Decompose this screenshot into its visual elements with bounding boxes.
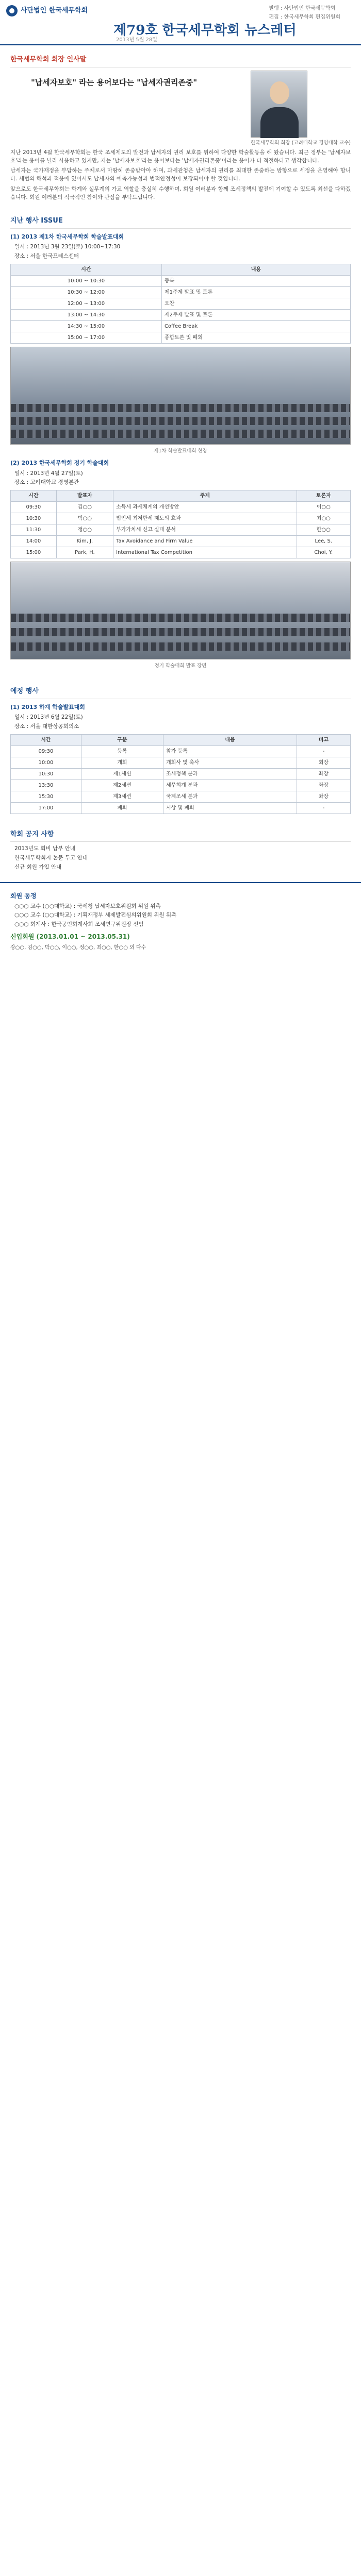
event-info-item: 일시 : 2013년 4월 27일(토) — [14, 470, 83, 477]
president-paragraph: 앞으로도 한국세무학회는 학계와 실무계의 가교 역할을 충실히 수행하며, 회원 여러분과 함께 조세정책의 발전에 기여할 수 있도록 최선을 다하겠습니다. 회원 여러분의 적극적인 참여와 관심을 부탁드립니다. — [10, 185, 351, 200]
event-info — [14, 470, 351, 487]
notice-item: 2013년도 회비 납부 안내 — [14, 845, 75, 852]
upcoming-section — [0, 677, 361, 820]
table-row: 17:00 폐회 시상 및 폐회 - — [11, 802, 351, 814]
table-row: 12:00 ~ 13:00 오찬 — [11, 298, 351, 309]
table-row: 13:30 제2세션 세무회계 분과 좌장 — [11, 779, 351, 791]
table-header: 시간 — [11, 490, 57, 502]
member-news-item: ○○○ 교수 (○○대학교) : 기획재정부 세제발전심의위원회 위원 위촉 — [14, 912, 177, 919]
table-row: 09:30 등록 참가 등록 - — [11, 745, 351, 757]
publisher: 발행 : 사단법인 한국세무학회 — [269, 6, 336, 11]
event-info-item: 장소 : 고려대학교 경영본관 — [14, 479, 79, 486]
section-title: 지난 행사 ISSUE — [10, 214, 351, 229]
table-header: 구분 — [81, 734, 163, 745]
program-table — [10, 490, 351, 558]
table-row: 09:30 김○○ 소득세 과세체계의 개선방안 이○○ — [11, 502, 351, 513]
notice-item: 신규 회원 가입 안내 — [14, 863, 62, 870]
event-title: (2) 2013 한국세무학회 정기 학술대회 — [10, 460, 109, 466]
event-photo — [10, 562, 351, 659]
event-info — [14, 714, 351, 731]
notice-item: 한국세무학회지 논문 투고 안내 — [14, 855, 88, 861]
table-header: 시간 — [11, 734, 81, 745]
member-news-list — [14, 903, 351, 929]
table-row: 11:30 정○○ 부가가치세 신고 실태 분석 한○○ — [11, 524, 351, 536]
table-row: 10:00 개회 개회사 및 축사 회장 — [11, 757, 351, 768]
event-title: (1) 2013 하계 학술발표대회 — [10, 703, 85, 710]
event-info-item: 장소 : 서울 대한상공회의소 — [14, 723, 79, 730]
new-members-list: 강○○, 김○○, 박○○, 이○○, 정○○, 최○○, 한○○ 외 다수 — [10, 944, 146, 951]
newsletter-header — [0, 0, 361, 45]
notice-list — [14, 845, 351, 871]
member-news-item: ○○○ 회계사 : 한국공인회계사회 조세연구위원장 선임 — [14, 921, 144, 927]
president-paragraph: 납세자는 국가재정을 부담하는 주체로서 마땅히 존중받아야 하며, 과세관청은 납세자의 권리를 최대한 존중하는 방향으로 세정을 운영해야 합니다. 세법의 해석과 적용에 있어서도 납세자의 예측가능성과 법적안정성이 보장되어야 할 것입니다. — [10, 167, 351, 182]
section-title: 한국세무학회 회장 인사말 — [10, 53, 351, 67]
photo-caption: 정기 학술대회 발표 장면 — [154, 663, 207, 669]
president-intro — [10, 71, 351, 147]
table-row: 15:00 Park, H. International Tax Competition Choi, Y. — [11, 547, 351, 558]
table-header: 내용 — [161, 264, 350, 275]
event-title: (1) 2013 제1차 한국세무학회 학술발표대회 — [10, 233, 124, 240]
event-schedule-table — [10, 264, 351, 344]
table-header: 시간 — [11, 264, 162, 275]
member-news-item: ○○○ 교수 (○○대학교) : 국세청 납세자보호위원회 위원 위촉 — [14, 903, 161, 909]
activities-section — [0, 207, 361, 677]
table-header: 발표자 — [56, 490, 113, 502]
table-row: 15:30 제3세션 국제조세 분과 좌장 — [11, 791, 351, 802]
table-header: 주제 — [113, 490, 297, 502]
table-row: 15:00 ~ 17:00 종합토론 및 폐회 — [11, 332, 351, 343]
president-quote: "납세자보호" 라는 용어보다는 "납세자권리존중" — [31, 77, 198, 87]
event-info-item: 장소 : 서울 한국프레스센터 — [14, 253, 79, 259]
editor: 편집 : 한국세무학회 편집위원회 — [269, 14, 340, 20]
new-members-title: 신입회원 (2013.01.01 ~ 2013.05.31) — [10, 933, 130, 940]
table-row: 14:30 ~ 15:00 Coffee Break — [11, 320, 351, 332]
table-row: 10:30 제1세션 조세정책 분과 좌장 — [11, 768, 351, 779]
header-meta — [269, 4, 341, 22]
section-title: 학회 공지 사항 — [10, 827, 351, 842]
org-logo — [6, 5, 88, 16]
table-header: 토론자 — [297, 490, 350, 502]
section-title: 회원 동정 — [10, 892, 37, 900]
newsletter-title: 한국세무학회 뉴스레터 — [162, 23, 297, 38]
issue-date: 2013년 5월 28일 — [116, 37, 157, 43]
org-name: 사단법인 한국세무학회 — [21, 7, 88, 15]
table-row: 10:30 박○○ 법인세 최저한세 제도의 효과 최○○ — [11, 513, 351, 524]
notice-section — [0, 820, 361, 877]
event-photo — [10, 347, 351, 445]
event-info-item: 일시 : 2013년 6월 22일(토) — [14, 714, 83, 721]
president-photo — [251, 71, 307, 138]
event-info-item: 일시 : 2013년 3월 23일(토) 10:00~17:30 — [14, 244, 121, 250]
issue-number: 제79호 — [113, 23, 158, 38]
member-news-section — [0, 882, 361, 958]
president-section — [0, 45, 361, 207]
table-row: 10:00 ~ 10:30 등록 — [11, 275, 351, 286]
section-title: 예정 행사 — [10, 684, 351, 699]
president-photo-caption: 한국세무학회 회장 (고려대학교 경영대학 교수) — [251, 140, 351, 146]
president-paragraph: 지난 2013년 4월 한국세무학회는 한국 조세제도의 발전과 납세자의 권리 보호를 위하여 다양한 학술활동을 해 왔습니다. 최근 정부는 '납세자보호'라는 용어를 널리 사용하고 있지만, 저는 '납세자보호'라는 용어보다는 '납세자권리존중'이라는 용어가 더 적절하다고 생각합니다. — [10, 149, 351, 164]
org-logo-icon — [6, 5, 18, 16]
photo-caption: 제1차 학술발표대회 현장 — [154, 448, 207, 454]
table-row: 13:00 ~ 14:30 제2주제 발표 및 토론 — [11, 309, 351, 320]
event-info — [14, 243, 351, 261]
table-row: 14:00 Kim, J. Tax Avoidance and Firm Value Lee, S. — [11, 536, 351, 547]
table-header: 비고 — [297, 734, 350, 745]
table-header: 내용 — [163, 734, 297, 745]
table-row: 10:30 ~ 12:00 제1주제 발표 및 토론 — [11, 286, 351, 298]
upcoming-table — [10, 734, 351, 814]
